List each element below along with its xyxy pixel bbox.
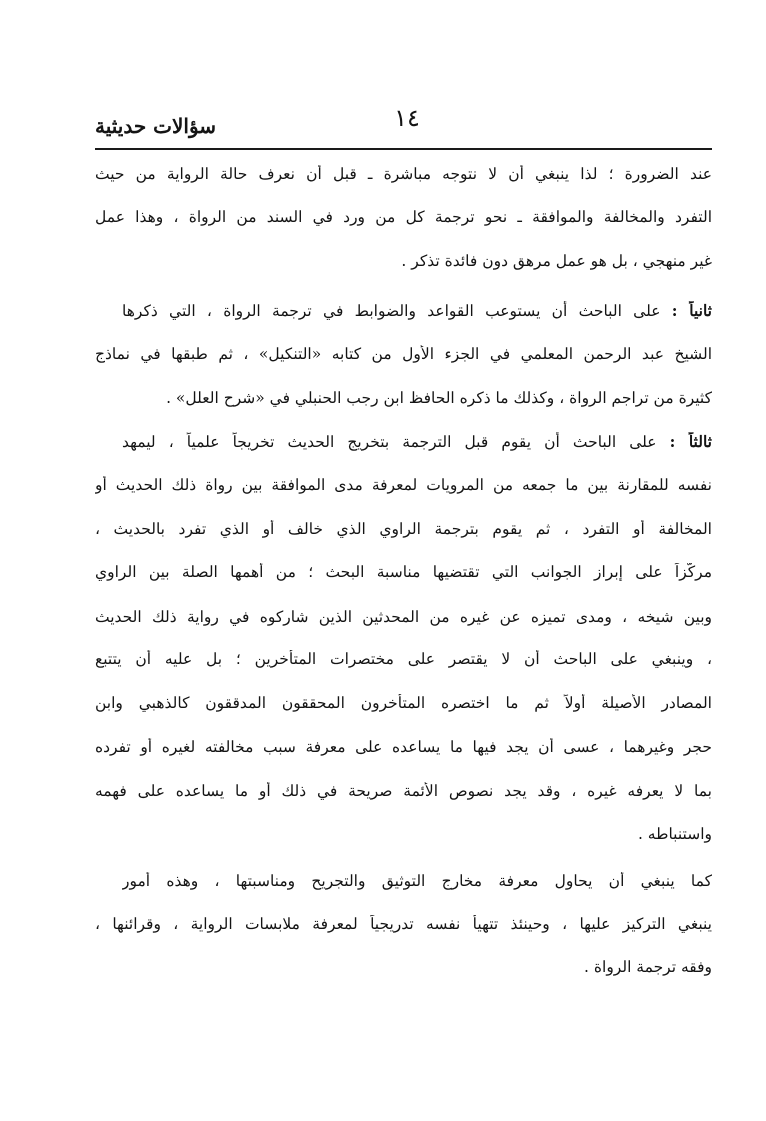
line-text: نفسه للمقارنة بين ما جمعه من المرويات لمعرفة مدى الموافقة بين رواة ذلك الحديث أو — [95, 476, 712, 494]
running-title: سؤالات حديثية — [95, 114, 217, 138]
line-text: وبين شيخه ، ومدى تميزه عن غيره من المحدثين الذين شاركوه في رواية ذلك الحديث — [95, 608, 712, 626]
line-text: كثيرة من تراجم الرواة ، وكذلك ما ذكره الحافظ ابن رجب الحنبلي في «شرح العلل» . — [166, 389, 712, 407]
line-text: كما ينبغي أن يحاول معرفة مخارج التوثيق والتجريح ومناسبتها ، وهذه أمور — [122, 872, 712, 890]
line-text: ، وينبغي على الباحث أن لا يقتصر على مختصرات المتأخرين ؛ بل عليه أن يتتبع — [95, 650, 712, 668]
item-lead: ثانياً : — [671, 301, 712, 320]
line-text: عند الضرورة ؛ لذا ينبغي أن لا نتوجه مباشرة ـ قبل أن نعرف حالة الرواية من حيث — [95, 165, 712, 183]
text-line — [95, 915, 712, 955]
text-line — [122, 872, 712, 912]
text-line — [95, 345, 712, 385]
line-text: المخالفة أو التفرد ، ثم يقوم بترجمة الراوي الذي خالف أو الذي تفرد بالحديث ، — [95, 520, 712, 538]
text-line — [95, 958, 712, 998]
line-text: بما لا يعرفه غيره ، وقد يجد نصوص الأئمة صريحة في ذلك أو ما يساعده على فهمه — [95, 782, 712, 800]
line-text: على الباحث أن يقوم قبل الترجمة بتخريج الحديث تخريجاً علمياً ، ليمهد — [122, 433, 670, 451]
page-header — [95, 104, 712, 148]
line-text: حجر وغيرهما ، عسى أن يجد فيها ما يساعده على معرفة سبب مخالفته لغيره أو تفرده — [95, 738, 712, 756]
line-text: الشيخ عبد الرحمن المعلمي في الجزء الأول من كتابه «التنكيل» ، ثم طبقها في نماذج — [95, 345, 712, 363]
text-line — [95, 608, 712, 648]
line-text: على الباحث أن يستوعب القواعد والضوابط في ترجمة الرواة ، التي ذكرها — [122, 302, 672, 320]
text-line — [95, 520, 712, 560]
text-line — [95, 252, 712, 292]
text-line — [95, 563, 712, 603]
line-text: ينبغي التركيز عليها ، وحينئذ تتهيأ نفسه تدريجياً لمعرفة ملابسات الرواية ، وقرائنها ، — [95, 915, 712, 933]
line-text: غير منهجي ، بل هو عمل مرهق دون فائدة تذكر . — [401, 252, 712, 270]
text-line — [95, 650, 712, 690]
text-line — [95, 208, 712, 248]
text-line — [95, 825, 712, 865]
line-text: التفرد والمخالفة والموافقة ـ نحو ترجمة كل من ورد في السند من الرواة ، وهذا عمل — [95, 208, 712, 226]
line-text: مركّزاً على إبراز الجوانب التي تقتضيها مناسبة البحث ؛ من أهمها الصلة بين الراوي — [95, 563, 712, 581]
text-line — [122, 432, 712, 472]
page-number: ١٤ — [394, 104, 420, 132]
text-line — [95, 782, 712, 822]
line-text: وفقه ترجمة الرواة . — [584, 958, 712, 976]
line-text: المصادر الأصيلة أولاً ثم ما اختصره المتأخرون المحققون المدققون كالذهبي وابن — [95, 694, 712, 712]
header-divider — [95, 148, 712, 150]
text-line — [95, 165, 712, 205]
text-line — [95, 389, 712, 429]
text-line — [95, 694, 712, 734]
line-text: واستنباطه . — [637, 825, 712, 843]
item-lead: ثالثاً : — [669, 432, 712, 451]
text-line — [122, 301, 712, 341]
text-line — [95, 738, 712, 778]
text-line — [95, 476, 712, 516]
